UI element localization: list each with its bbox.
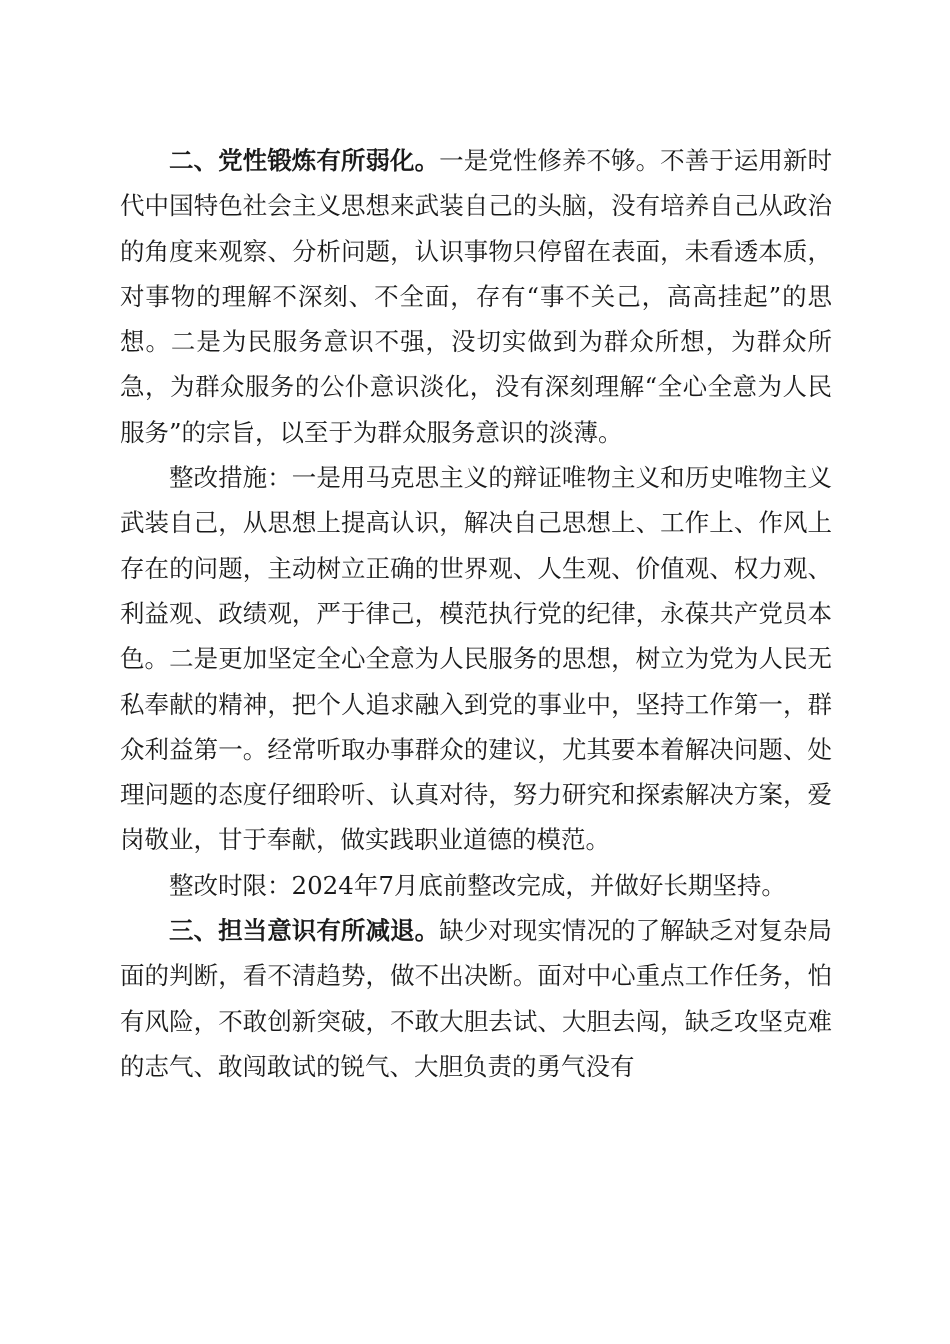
section-party-spirit (120, 138, 832, 455)
rectification-measures (120, 455, 832, 863)
section-heading: 三、担当意识有所减退。 (169, 916, 440, 946)
section-text: 整改时限：2024年7月底前整改完成，并做好长期坚持。 (169, 870, 786, 900)
rectification-deadline (120, 863, 832, 908)
section-text: 一是党性修养不够。不善于运用新时代中国特色社会主义思想来武装自己的头脑，没有培养自己从政治的角度来观察、分析问题，认识事物只停留在表面，未看透本质，对事物的理解不深刻、不全面，存有“事不关己，高高挂起”的思想。二是为民服务意识不强，没切实做到为群众所想，为群众所急，为群众服务的公仆意识淡化，没有深刻理解“全心全意为人民服务”的宗旨，以至于为群众服务意识的淡薄。 (120, 146, 833, 447)
section-text: 缺少对现实情况的了解缺乏对复杂局面的判断，看不清趋势，做不出决断。面对中心重点工作任务，怕有风险，不敢创新突破，不敢大胆去试、大胆去闯，缺乏攻坚克难的志气、敢闯敢试的锐气、大胆负责的勇气没有 (120, 916, 833, 1081)
section-responsibility (120, 908, 832, 1089)
section-heading: 二、党性锻炼有所弱化。 (169, 146, 440, 175)
document-body (120, 138, 832, 1089)
section-text: 整改措施：一是用马克思主义的辩证唯物主义和历史唯物主义武装自己，从思想上提高认识，解决自己思想上、工作上、作风上存在的问题，主动树立正确的世界观、人生观、价值观、权力观、利益观、政绩观，严于律己，模范执行党的纪律，永葆共产党员本色。二是更加坚定全心全意为人民服务的思想，树立为党为人民无私奉献的精神，把个人追求融入到党的事业中，坚持工作第一，群众利益第一。经常听取办事群众的建议，尤其要本着解决问题、处理问题的态度仔细聆听、认真对待，努力研究和探索解决方案，爱岗敬业，甘于奉献，做实践职业道德的模范。 (120, 463, 832, 855)
